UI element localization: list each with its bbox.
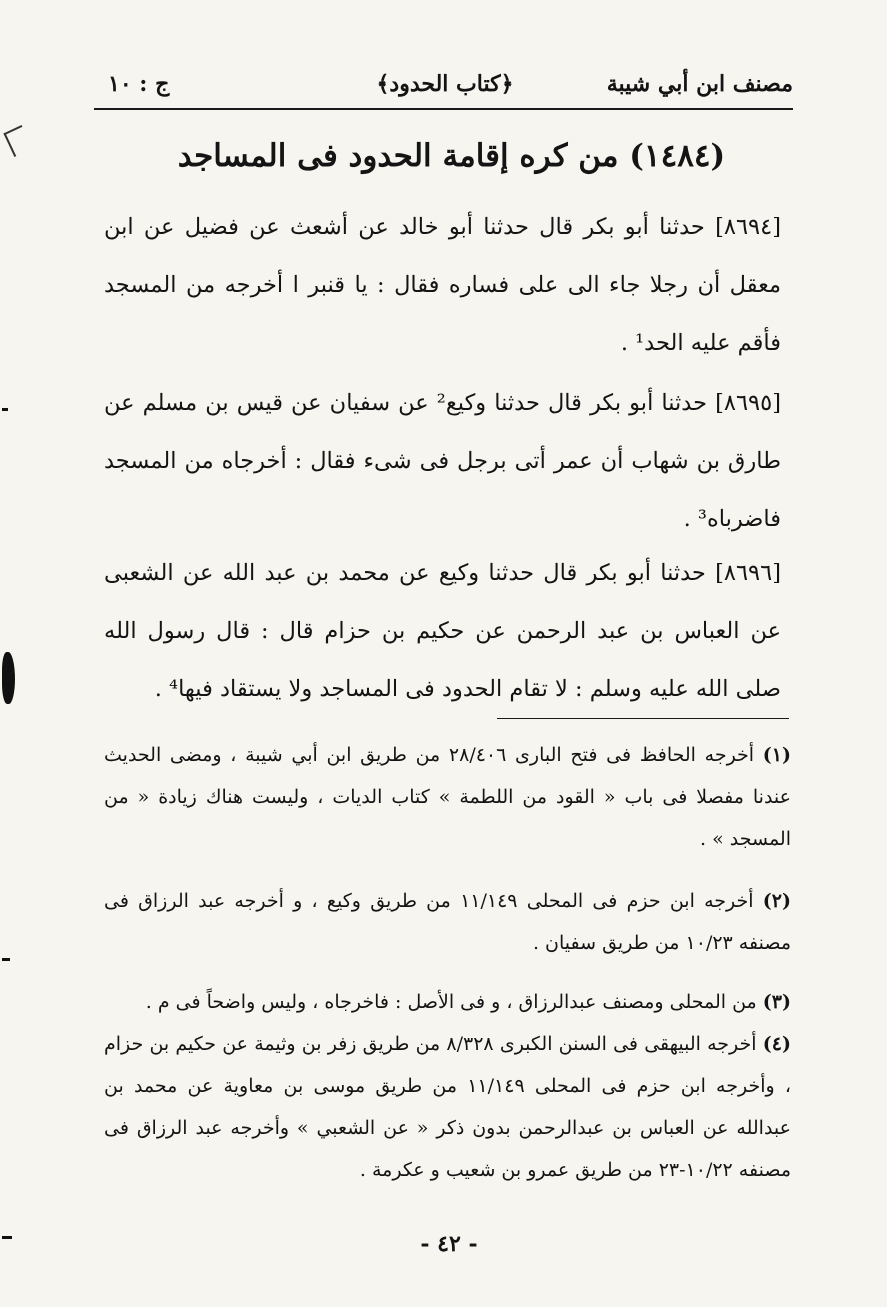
hadith-paragraph: [٨٦٩٤] حدثنا أبو بكر قال حدثنا أبو خالد عن أشعث عن فضيل عن ابن معقل أن رجلا جاء الى على فساره فقال : يا قنبر ا أخرجه من المسجد فأقم عليه الحد¹ .: [104, 214, 781, 356]
footnote: [104, 1023, 791, 1191]
scan-ink-blot: [2, 652, 15, 704]
scan-margin-mark: [2, 958, 10, 961]
footnote-text: من المحلى ومصنف عبدالرزاق ، و فى الأصل : فاخرجاه ، وليس واضحاً فى م .: [145, 991, 757, 1013]
hadith-paragraph: [٨٦٩٦] حدثنا أبو بكر قال حدثنا وكيع عن محمد بن عبد الله عن الشعبى عن العباس بن عبد الرحمن عن حكيم بن حزام قال : قال رسول الله صلى الله عليه وسلم : لا تقام الحدود فى المساجد ولا يستقاد فيها⁴ .: [104, 560, 781, 702]
footnote-number: (٤): [762, 1033, 791, 1055]
scan-margin-mark: [2, 408, 8, 411]
running-header-book-title: مصنف ابن أبي شيبة: [606, 71, 793, 97]
footnote-text: أخرجه الحافظ فى فتح البارى ٢٨/٤٠٦ من طريق ابن أبي شيبة ، ومضى الحديث عندنا مفصلا فى باب « القود من اللطمة » كتاب الديات ، وليست هناك زيادة « من المسجد » .: [104, 744, 791, 850]
footnote-text: أخرجه البيهقى فى السنن الكبرى ٨/٣٢٨ من طريق زفر بن وثيمة عن حكيم بن حزام ، وأخرجه ابن حزم فى المحلى ١١/١٤٩ من طريق موسى بن معاوية عن محمد بن عبدالله عن العباس بن عبدالرحمن بدون ذكر « عن الشعبي » وأخرجه عبد الرزاق فى مصنفه ١٠/٢٢-٢٣ من طريق عمرو بن شعيب و عكرمة .: [104, 1033, 791, 1181]
scan-margin-scratch: [3, 125, 32, 157]
footnote-separator: [497, 718, 789, 719]
chapter-title: (١٤٨٤) من كره إقامة الحدود فى المساجد: [177, 138, 726, 174]
footnote-text: أخرجه ابن حزم فى المحلى ١١/١٤٩ من طريق وكيع ، و أخرجه عبد الرزاق فى مصنفه ١٠/٢٣ من طريق سفيان .: [104, 890, 791, 954]
hadith-paragraph: [٨٦٩٥] حدثنا أبو بكر قال حدثنا وكيع² عن سفيان عن قيس بن مسلم عن طارق بن شهاب أن عمر أتى برجل فى شىء فقال : أخرجاه من المسجد فاضرباه³ .: [104, 390, 782, 532]
scan-margin-mark: [2, 1236, 12, 1239]
footnote-number: (٢): [762, 890, 791, 912]
running-header-volume: ج : ١٠: [108, 71, 170, 97]
page-number: - ٤٢ -: [420, 1231, 478, 1257]
running-header-section-title: ﴿كتاب الحدود﴾: [376, 71, 514, 97]
header-rule: [94, 108, 793, 110]
footnote: [104, 981, 791, 1023]
footnote-number: (١): [762, 744, 791, 766]
footnote: [104, 880, 791, 964]
footnote-number: (٣): [762, 991, 791, 1013]
footnote: [104, 734, 791, 860]
